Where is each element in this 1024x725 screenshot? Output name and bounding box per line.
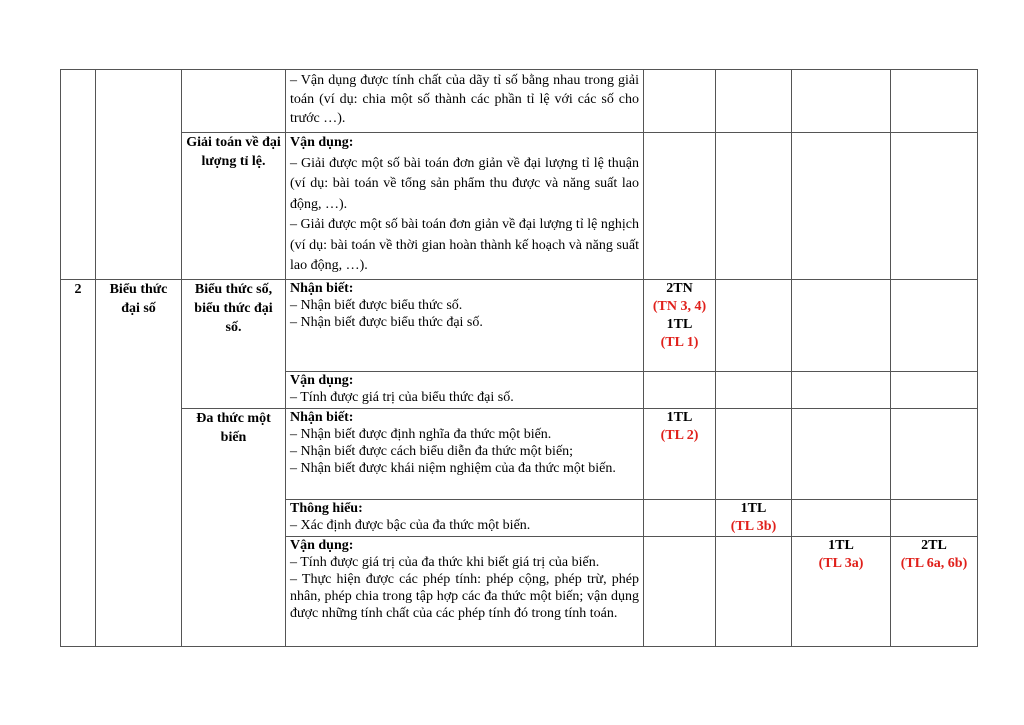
requirement-line: – Tính được giá trị của đa thức khi biết giá trị của biến. xyxy=(290,555,600,570)
count-cell-understand xyxy=(716,500,792,537)
question-ref: (TL 3b) xyxy=(730,519,777,534)
count-cell-recognize xyxy=(644,500,716,537)
requirement-line: – Nhận biết được khái niệm nghiệm của đa thức một biến. xyxy=(290,461,616,476)
count-cell-apply xyxy=(792,409,891,500)
count-cell-apply xyxy=(792,133,891,280)
level-label: Nhận biết: xyxy=(290,410,354,425)
level-label: Vận dụng: xyxy=(290,538,354,553)
count-cell-apply-high xyxy=(891,372,978,409)
requirement-cell xyxy=(286,500,644,537)
count-cell-understand xyxy=(716,372,792,409)
count-cell-apply xyxy=(792,70,891,133)
requirement-line: – Nhận biết được định nghĩa đa thức một biến. xyxy=(290,427,552,442)
question-count: 1TL xyxy=(666,317,693,332)
count-cell-recognize xyxy=(644,70,716,133)
level-label: Nhận biết: xyxy=(290,281,354,296)
count-cell-understand xyxy=(716,133,792,280)
count-cell-apply-high xyxy=(891,537,978,647)
requirement-cell xyxy=(286,70,644,133)
count-cell-recognize xyxy=(644,280,716,372)
count-cell-recognize xyxy=(644,537,716,647)
requirement-line: – Nhận biết được cách biểu diễn đa thức một biến; xyxy=(290,444,574,459)
level-label: Vận dụng: xyxy=(290,135,354,150)
stt-cell: 2 xyxy=(61,280,96,647)
count-cell-understand xyxy=(716,409,792,500)
count-cell-understand xyxy=(716,537,792,647)
unit-cell xyxy=(182,70,286,133)
table-row xyxy=(61,70,978,133)
question-ref: (TL 6a, 6b) xyxy=(900,556,968,571)
question-count: 2TN xyxy=(666,281,693,296)
question-ref: (TL 1) xyxy=(660,335,699,350)
level-label: Vận dụng: xyxy=(290,373,354,388)
requirement-line: – Nhận biết được biểu thức đại số. xyxy=(290,315,483,330)
question-count: 1TL xyxy=(740,501,767,516)
count-cell-apply-high xyxy=(891,133,978,280)
requirement-line: – Giải được một số bài toán đơn giản về đại lượng tỉ lệ nghịch (ví dụ: bài toán về thời gian hoàn thành kế hoạch và năng suất lao động, …). xyxy=(290,217,639,273)
requirement-cell xyxy=(286,133,644,280)
count-cell-understand xyxy=(716,280,792,372)
requirement-line: – Vận dụng được tính chất của dãy tỉ số bằng nhau trong giải toán (ví dụ: chia một số thành các phần tỉ lệ với các số cho trước …). xyxy=(290,73,639,126)
topic-cell xyxy=(96,70,182,280)
count-cell-apply xyxy=(792,500,891,537)
count-cell-recognize xyxy=(644,372,716,409)
table-row xyxy=(61,409,978,500)
topic-cell: Biểu thức đại số xyxy=(96,280,182,647)
question-ref: (TL 2) xyxy=(660,428,699,443)
question-ref: (TL 3a) xyxy=(818,556,864,571)
requirement-line: – Giải được một số bài toán đơn giản về đại lượng tỉ lệ thuận (ví dụ: bài toán về tổng sản phẩm thu được và năng suất lao động, …). xyxy=(290,155,639,212)
count-cell-apply xyxy=(792,537,891,647)
question-count: 2TL xyxy=(921,538,947,553)
requirement-cell xyxy=(286,280,644,372)
requirement-line: – Xác định được bậc của đa thức một biến. xyxy=(290,518,531,533)
question-count: 1TL xyxy=(828,538,854,553)
count-cell-apply-high xyxy=(891,409,978,500)
unit-cell: Giải toán về đại lượng tỉ lệ. xyxy=(182,133,286,280)
count-cell-apply xyxy=(792,372,891,409)
level-label: Thông hiểu: xyxy=(290,501,363,516)
table-row xyxy=(61,280,978,372)
requirement-line: – Nhận biết được biểu thức số. xyxy=(290,298,463,313)
unit-cell: Đa thức một biến xyxy=(182,409,286,647)
count-cell-apply-high xyxy=(891,280,978,372)
table-row xyxy=(61,133,978,280)
content-matrix-table xyxy=(60,69,978,647)
count-cell-apply-high xyxy=(891,500,978,537)
requirement-cell xyxy=(286,409,644,500)
question-ref: (TN 3, 4) xyxy=(652,299,707,314)
requirement-line: – Thực hiện được các phép tính: phép cộng, phép trừ, phép nhân, phép chia trong tập hợp các đa thức một biến; vận dụng được những tính chất của các phép tính đó trong tính toán. xyxy=(290,572,639,621)
count-cell-apply xyxy=(792,280,891,372)
requirement-line: – Tính được giá trị của biểu thức đại số. xyxy=(290,390,514,405)
unit-cell: Biểu thức số, biểu thức đại số. xyxy=(182,280,286,409)
requirement-cell xyxy=(286,537,644,647)
count-cell-recognize xyxy=(644,409,716,500)
count-cell-apply-high xyxy=(891,70,978,133)
count-cell-understand xyxy=(716,70,792,133)
requirement-cell xyxy=(286,372,644,409)
question-count: 1TL xyxy=(666,410,693,425)
count-cell-recognize xyxy=(644,133,716,280)
stt-cell xyxy=(61,70,96,280)
